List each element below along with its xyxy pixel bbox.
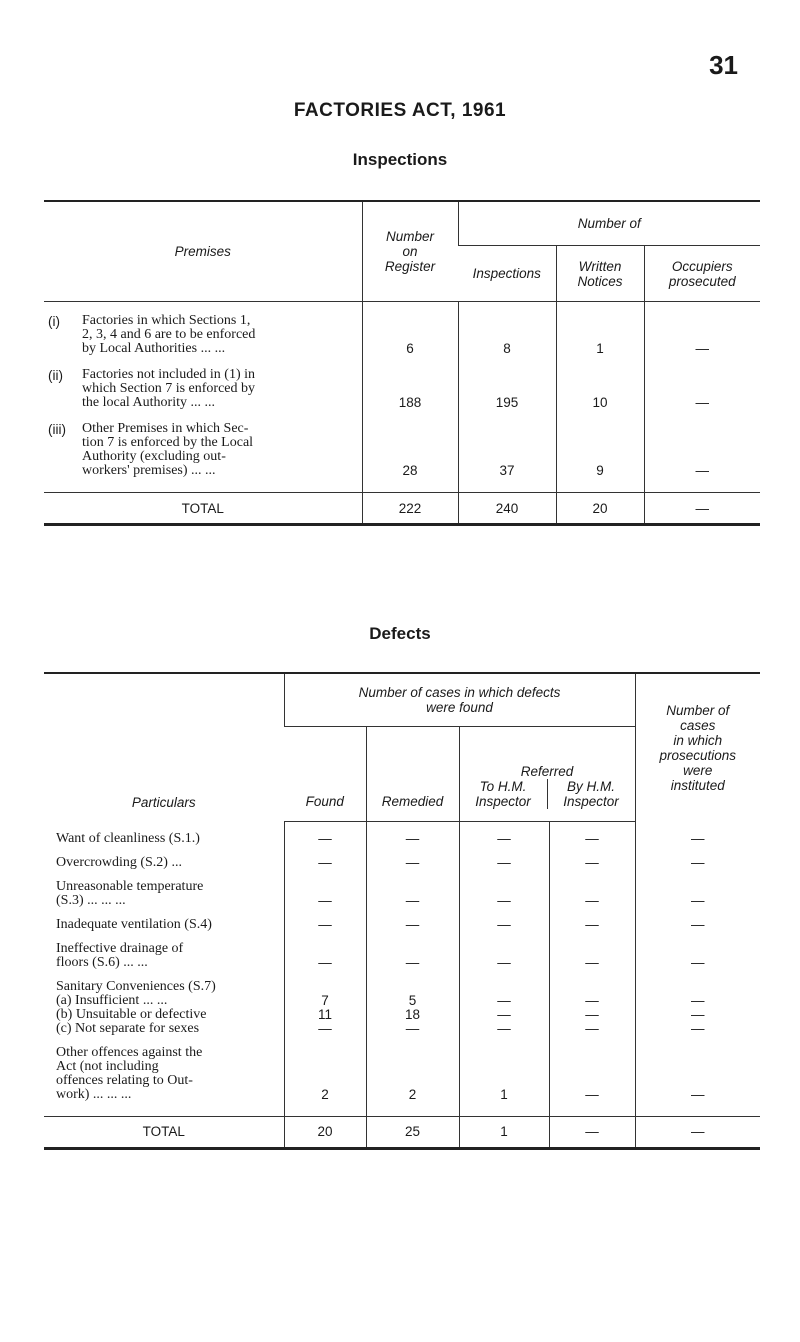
defect-to-cell: — [459,870,549,908]
inspections-header: Inspections [458,246,556,302]
total-prosecuted: — [644,493,760,525]
defect-found-cell: 2 [284,1036,366,1117]
defect-to-cell: — [459,908,549,932]
defects-title: Defects [369,624,431,643]
register-cell: 188 [362,368,458,422]
cases-found-header: Number of cases in which defects were found [284,673,635,727]
prosecuted-cell: — [644,368,760,422]
defect-found-cell: — [284,908,366,932]
defect-row [44,908,760,932]
defect-by-cell: — [549,1022,635,1036]
defect-remedied-cell: — [366,1022,459,1036]
defect-by-cell: — [549,908,635,932]
defect-found-cell: — [284,822,366,846]
defects-table [44,672,760,1150]
premises-row-iii: (iii) Other Premises in which Sec- tion 7 is enforced by the Local Authority (excluding out- workers' premises) ... ... [48,421,254,478]
total-register: 222 [362,493,458,525]
defect-to-cell: — [459,1008,549,1022]
defect-label: Want of cleanliness (S.1.) [56,830,200,846]
total-to-hm: 1 [459,1116,549,1148]
to-hm-header: To H.M. Inspector [475,779,531,809]
defect-row [44,932,760,970]
total-label: TOTAL [44,493,362,525]
defect-to-cell: — [459,932,549,970]
by-hm-header: By H.M. Inspector [547,779,635,809]
defect-remedied-cell: — [366,870,459,908]
defect-pros-cell: — [635,846,760,870]
inspections-total-row [44,493,760,525]
defect-remedied-cell: 2 [366,1036,459,1117]
inspections-cell: 8 [458,302,556,369]
defect-found-cell: — [284,846,366,870]
defect-pros-cell: — [635,870,760,908]
page-heading: FACTORIES ACT, 1961 [293,100,507,121]
defect-found-cell: — [284,1022,366,1036]
notices-cell: 9 [556,422,644,493]
defect-found-cell: 11 [284,1008,366,1022]
defect-row [44,822,760,846]
inspections-cell: 195 [458,368,556,422]
defect-row [44,870,760,908]
defect-label: Other offences against the Act (not including offences relating to Out- work) ... ... ... [56,1044,203,1102]
defect-row [44,1008,760,1022]
defect-to-cell: 1 [459,1036,549,1117]
defect-label: (b) Unsuitable or defective [56,1006,207,1022]
defect-pros-cell: — [635,1008,760,1022]
defect-remedied-cell: — [366,908,459,932]
register-header: Number on Register [362,201,458,302]
register-cell: 28 [362,422,458,493]
defect-to-cell: — [459,970,549,1008]
premises-row-ii: (ii) Factories not included in (1) in which Section 7 is enforced by the local Authority ... ... [48,367,256,410]
prosecuted-cell: — [644,422,760,493]
defect-by-cell: — [549,822,635,846]
defect-remedied-cell: — [366,932,459,970]
total-remedied: 25 [366,1116,459,1148]
defect-row [44,1036,760,1117]
total-found: 20 [284,1116,366,1148]
premises-header: Premises [174,244,231,259]
prosecuted-header: Occupiers prosecuted [644,246,760,302]
register-cell: 6 [362,302,458,369]
defect-remedied-cell: — [366,822,459,846]
defect-by-cell: — [549,932,635,970]
total-inspections: 240 [458,493,556,525]
defects-total-row [44,1116,760,1148]
defect-remedied-cell: — [366,846,459,870]
defect-row [44,970,760,1008]
referred-header: Referred To H.M. Inspector By H.M. Inspector [459,727,635,822]
defect-pros-cell: — [635,908,760,932]
defect-remedied-cell: 5 [366,970,459,1008]
defect-found-cell: — [284,932,366,970]
defect-pros-cell: — [635,822,760,846]
notices-header: Written Notices [556,246,644,302]
total-label: TOTAL [44,1116,284,1148]
remedied-header: Remedied [366,727,459,822]
premises-row-i: (i) Factories in which Sections 1, 2, 3, 4 and 6 are to be enforced by Local Authorities ... ... [48,313,256,356]
defect-pros-cell: — [635,970,760,1008]
notices-cell: 1 [556,302,644,369]
defect-pros-cell: — [635,1022,760,1036]
defect-label: Ineffective drainage of floors (S.6) ... ... [56,940,184,970]
prosecutions-header: Number of cases in which prosecutions were instituted [635,673,760,822]
defect-label: Sanitary Conveniences (S.7) (a) Insufficient ... ... [56,978,216,1008]
defect-by-cell: — [549,846,635,870]
defect-label: Unreasonable temperature (S.3) ... ... ... [56,878,204,908]
defect-label: Inadequate ventilation (S.4) [56,916,212,932]
total-notices: 20 [556,493,644,525]
defect-by-cell: — [549,1008,635,1022]
defect-by-cell: — [549,1036,635,1117]
defect-by-cell: — [549,970,635,1008]
defect-remedied-cell: 18 [366,1008,459,1022]
defect-pros-cell: — [635,1036,760,1117]
inspections-table [44,200,760,526]
defect-label: Overcrowding (S.2) ... [56,854,182,870]
defect-by-cell: — [549,870,635,908]
defect-label: (c) Not separate for sexes [56,1020,200,1036]
particulars-header: Particulars [131,794,196,810]
defect-pros-cell: — [635,932,760,970]
inspections-cell: 37 [458,422,556,493]
defect-to-cell: — [459,1022,549,1036]
number-of-header: Number of [458,201,760,246]
defect-to-cell: — [459,822,549,846]
inspections-title: Inspections [352,150,448,169]
total-by-hm: — [549,1116,635,1148]
defect-found-cell: 7 [284,970,366,1008]
found-header: Found [284,727,366,822]
defect-row [44,1022,760,1036]
defect-found-cell: — [284,870,366,908]
defect-row [44,846,760,870]
page-number: 31 [709,50,738,80]
prosecuted-cell: — [644,302,760,369]
notices-cell: 10 [556,368,644,422]
total-prosecutions: — [635,1116,760,1148]
defect-to-cell: — [459,846,549,870]
